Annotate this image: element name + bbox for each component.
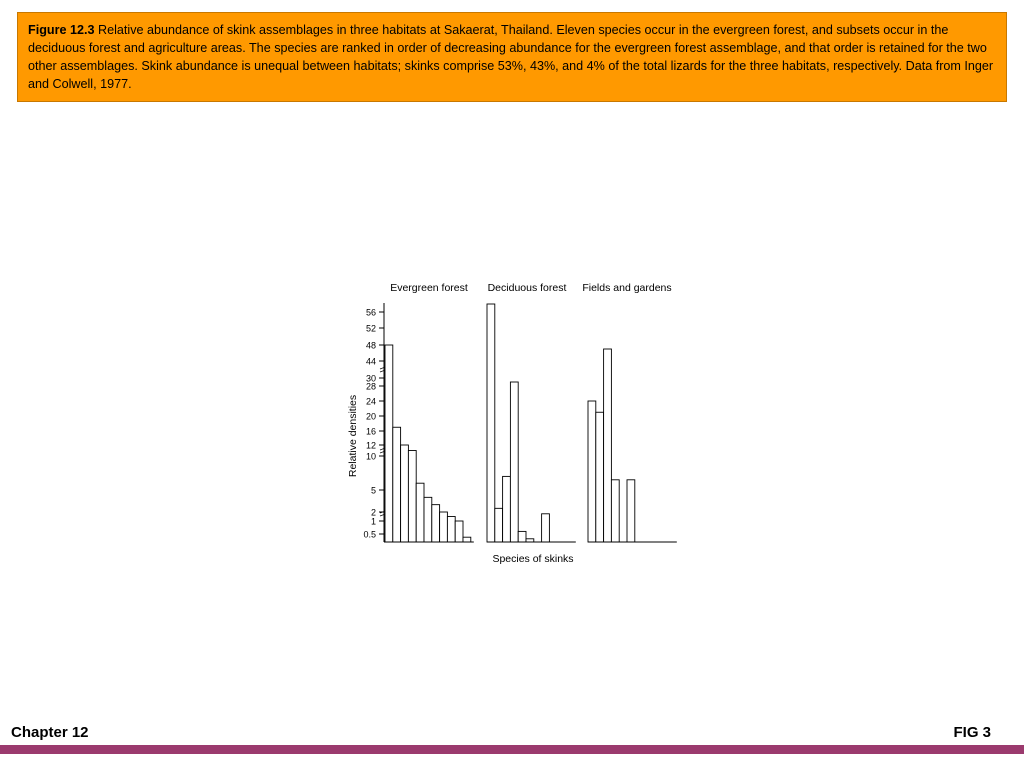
y-tick-label: 24 — [365, 396, 376, 407]
bar-panel1-species-2 — [393, 427, 401, 542]
caption-label: Figure 12.3 — [28, 23, 95, 37]
bar-panel2-species-5 — [518, 531, 526, 542]
y-tick-label: 16 — [365, 426, 376, 437]
bars — [385, 304, 635, 542]
x-axis-label: Species of skinks — [492, 553, 574, 565]
bar-panel1-species-1 — [385, 345, 393, 542]
bar-panel1-species-11 — [463, 537, 471, 542]
y-tick-label: 0.5 — [363, 529, 376, 540]
y-tick-label: 5 — [370, 485, 376, 496]
bar-panel1-species-7 — [432, 505, 440, 542]
y-tick-label: 2 — [370, 507, 376, 518]
bar-panel3-species-2 — [596, 412, 604, 542]
bar-panel1-species-4 — [408, 451, 416, 543]
y-tick-label: 44 — [365, 356, 376, 367]
bar-panel1-species-5 — [416, 483, 424, 542]
figure-number: FIG 3 — [953, 724, 991, 741]
chapter-label: Chapter 12 — [11, 724, 89, 741]
bar-panel3-species-1 — [588, 401, 596, 542]
bar-panel1-species-8 — [440, 512, 448, 542]
y-tick-label: 52 — [365, 323, 376, 334]
panel-title-evergreen: Evergreen forest — [390, 282, 468, 294]
bar-panel1-species-10 — [455, 521, 463, 542]
bar-panel1-species-6 — [424, 497, 432, 542]
bar-panel1-species-3 — [401, 445, 409, 542]
y-axis-label: Relative densities — [347, 394, 359, 478]
footer-bar — [0, 745, 1024, 754]
bar-panel2-species-3 — [503, 476, 511, 542]
y-tick-label: 10 — [365, 451, 376, 462]
panel-title-deciduous: Deciduous forest — [487, 282, 567, 294]
bar-panel2-species-8 — [542, 514, 550, 542]
y-tick-label: 1 — [370, 516, 376, 527]
y-axis-ticks — [363, 308, 384, 540]
caption-text: Relative abundance of skink assemblages in three habitats at Sakaerat, Thailand. Eleven species occur in the evergreen forest, and subsets occur in the deciduous forest and agriculture areas. The species are ranked in order of decreasing abundance for the evergreen forest assemblage, and that order is retained for the two other assemblages. Skink abundance is unequal between habitats; skinks comprise 53%, 43%, and 4% of the total lizards for the three habitats, respectively. Data from Inger and Colwell, 1977. — [28, 23, 994, 91]
y-tick-label: 28 — [365, 381, 376, 392]
y-tick-label: 56 — [365, 307, 376, 318]
bar-panel2-species-1 — [487, 304, 495, 542]
bar-panel1-species-9 — [447, 517, 455, 543]
bar-panel2-species-4 — [510, 382, 518, 542]
y-tick-label: 48 — [365, 340, 376, 351]
bar-panel3-species-6 — [627, 480, 635, 542]
y-tick-label: 12 — [365, 440, 376, 451]
panel-titles — [390, 282, 671, 294]
y-tick-label: 30 — [365, 373, 376, 384]
bar-panel3-species-4 — [611, 480, 619, 542]
panel-title-fields: Fields and gardens — [582, 282, 672, 294]
y-tick-label: 20 — [365, 411, 376, 422]
bar-panel2-species-2 — [495, 508, 503, 542]
bar-panel3-species-3 — [604, 349, 612, 542]
